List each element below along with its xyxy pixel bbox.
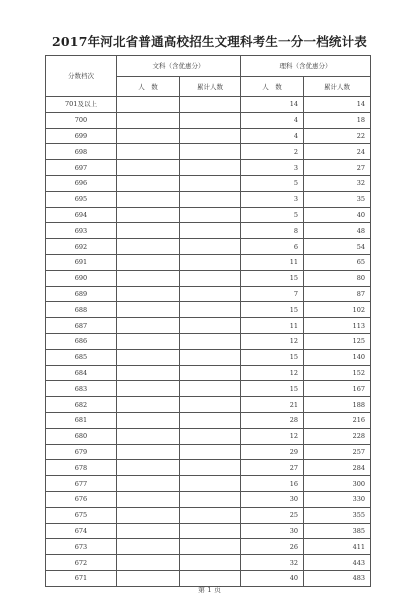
- liberal-count-cell: [117, 507, 180, 523]
- science-cumulative-cell: 140: [304, 349, 371, 365]
- liberal-count-cell: [117, 397, 180, 413]
- header-score: 分数档次: [46, 56, 117, 97]
- science-cumulative-cell: 216: [304, 412, 371, 428]
- liberal-cumulative-cell: [180, 412, 241, 428]
- table-row: [46, 444, 371, 460]
- liberal-count-cell: [117, 223, 180, 239]
- science-cumulative-cell: 385: [304, 523, 371, 539]
- liberal-cumulative-cell: [180, 175, 241, 191]
- science-count-cell: 7: [241, 286, 304, 302]
- page-footer: 第 1 页: [198, 586, 221, 594]
- header-science-cumulative: 累计人数: [304, 77, 371, 97]
- score-cell: 681: [46, 412, 117, 428]
- science-count-cell: 15: [241, 349, 304, 365]
- science-cumulative-cell: 355: [304, 507, 371, 523]
- score-cell: 694: [46, 207, 117, 223]
- liberal-count-cell: [117, 555, 180, 571]
- liberal-cumulative-cell: [180, 476, 241, 492]
- liberal-count-cell: [117, 444, 180, 460]
- science-cumulative-cell: 48: [304, 223, 371, 239]
- liberal-cumulative-cell: [180, 555, 241, 571]
- liberal-count-cell: [117, 239, 180, 255]
- science-count-cell: 21: [241, 397, 304, 413]
- liberal-count-cell: [117, 207, 180, 223]
- liberal-count-cell: [117, 175, 180, 191]
- table-row: [46, 476, 371, 492]
- table-row: [46, 302, 371, 318]
- liberal-cumulative-cell: [180, 349, 241, 365]
- liberal-count-cell: [117, 491, 180, 507]
- liberal-count-cell: [117, 365, 180, 381]
- science-count-cell: 5: [241, 175, 304, 191]
- liberal-count-cell: [117, 523, 180, 539]
- score-cell: 674: [46, 523, 117, 539]
- science-cumulative-cell: 27: [304, 160, 371, 176]
- science-count-cell: 30: [241, 491, 304, 507]
- table-row: [46, 286, 371, 302]
- science-count-cell: 3: [241, 191, 304, 207]
- liberal-count-cell: [117, 97, 180, 113]
- score-cell: 676: [46, 491, 117, 507]
- liberal-count-cell: [117, 318, 180, 334]
- liberal-cumulative-cell: [180, 254, 241, 270]
- score-cell: 687: [46, 318, 117, 334]
- liberal-count-cell: [117, 270, 180, 286]
- table-row: [46, 175, 371, 191]
- liberal-cumulative-cell: [180, 381, 241, 397]
- table-row: [46, 160, 371, 176]
- liberal-cumulative-cell: [180, 286, 241, 302]
- score-cell: 693: [46, 223, 117, 239]
- science-count-cell: 32: [241, 555, 304, 571]
- liberal-cumulative-cell: [180, 318, 241, 334]
- table-row: [46, 270, 371, 286]
- header-liberal-count: 人 数: [117, 77, 180, 97]
- science-count-cell: 5: [241, 207, 304, 223]
- score-cell: 678: [46, 460, 117, 476]
- science-count-cell: 8: [241, 223, 304, 239]
- liberal-cumulative-cell: [180, 191, 241, 207]
- science-count-cell: 28: [241, 412, 304, 428]
- score-cell: 680: [46, 428, 117, 444]
- table-row: [46, 460, 371, 476]
- table-row: [46, 491, 371, 507]
- science-count-cell: 12: [241, 428, 304, 444]
- science-cumulative-cell: 284: [304, 460, 371, 476]
- science-cumulative-cell: 65: [304, 254, 371, 270]
- score-cell: 700: [46, 112, 117, 128]
- liberal-cumulative-cell: [180, 365, 241, 381]
- liberal-count-cell: [117, 381, 180, 397]
- science-count-cell: 25: [241, 507, 304, 523]
- score-cell: 671: [46, 570, 117, 586]
- table-row: [46, 412, 371, 428]
- liberal-cumulative-cell: [180, 523, 241, 539]
- liberal-count-cell: [117, 254, 180, 270]
- science-count-cell: 4: [241, 112, 304, 128]
- science-cumulative-cell: 330: [304, 491, 371, 507]
- score-cell: 688: [46, 302, 117, 318]
- table-row: [46, 333, 371, 349]
- liberal-count-cell: [117, 144, 180, 160]
- science-cumulative-cell: 483: [304, 570, 371, 586]
- liberal-count-cell: [117, 428, 180, 444]
- liberal-count-cell: [117, 333, 180, 349]
- table-row: [46, 112, 371, 128]
- science-cumulative-cell: 54: [304, 239, 371, 255]
- table-row: [46, 254, 371, 270]
- score-cell: 690: [46, 270, 117, 286]
- liberal-cumulative-cell: [180, 333, 241, 349]
- table-row: [46, 570, 371, 586]
- table-row: [46, 428, 371, 444]
- liberal-cumulative-cell: [180, 428, 241, 444]
- liberal-count-cell: [117, 412, 180, 428]
- science-cumulative-cell: 125: [304, 333, 371, 349]
- liberal-count-cell: [117, 112, 180, 128]
- score-cell: 672: [46, 555, 117, 571]
- liberal-cumulative-cell: [180, 444, 241, 460]
- score-cell: 696: [46, 175, 117, 191]
- liberal-cumulative-cell: [180, 570, 241, 586]
- science-cumulative-cell: 443: [304, 555, 371, 571]
- science-cumulative-cell: 228: [304, 428, 371, 444]
- science-count-cell: 40: [241, 570, 304, 586]
- table-body: [46, 56, 371, 587]
- science-cumulative-cell: 113: [304, 318, 371, 334]
- science-cumulative-cell: 152: [304, 365, 371, 381]
- science-count-cell: 15: [241, 381, 304, 397]
- liberal-cumulative-cell: [180, 97, 241, 113]
- table-row: [46, 223, 371, 239]
- liberal-cumulative-cell: [180, 207, 241, 223]
- science-cumulative-cell: 22: [304, 128, 371, 144]
- science-count-cell: 27: [241, 460, 304, 476]
- liberal-count-cell: [117, 191, 180, 207]
- score-cell: 698: [46, 144, 117, 160]
- score-cell: 673: [46, 539, 117, 555]
- table-row: [46, 191, 371, 207]
- score-cell: 677: [46, 476, 117, 492]
- score-cell: 679: [46, 444, 117, 460]
- header-liberal-arts: 文科（含优惠分）: [117, 56, 241, 77]
- score-cell: 685: [46, 349, 117, 365]
- score-cell: 692: [46, 239, 117, 255]
- liberal-cumulative-cell: [180, 539, 241, 555]
- liberal-cumulative-cell: [180, 507, 241, 523]
- liberal-count-cell: [117, 539, 180, 555]
- science-count-cell: 4: [241, 128, 304, 144]
- science-cumulative-cell: 35: [304, 191, 371, 207]
- liberal-cumulative-cell: [180, 239, 241, 255]
- table-row: [46, 539, 371, 555]
- header-liberal-cumulative: 累计人数: [180, 77, 241, 97]
- score-cell: 684: [46, 365, 117, 381]
- science-cumulative-cell: 257: [304, 444, 371, 460]
- score-cell: 699: [46, 128, 117, 144]
- science-cumulative-cell: 87: [304, 286, 371, 302]
- science-count-cell: 30: [241, 523, 304, 539]
- liberal-count-cell: [117, 160, 180, 176]
- liberal-count-cell: [117, 460, 180, 476]
- table-row: [46, 207, 371, 223]
- liberal-cumulative-cell: [180, 160, 241, 176]
- score-cell: 695: [46, 191, 117, 207]
- liberal-cumulative-cell: [180, 128, 241, 144]
- liberal-cumulative-cell: [180, 144, 241, 160]
- science-count-cell: 15: [241, 270, 304, 286]
- science-cumulative-cell: 18: [304, 112, 371, 128]
- header-row-1: [46, 56, 371, 77]
- table-row: [46, 397, 371, 413]
- science-cumulative-cell: 14: [304, 97, 371, 113]
- science-count-cell: 15: [241, 302, 304, 318]
- liberal-count-cell: [117, 286, 180, 302]
- page-title: 2017年河北省普通高校招生文理科考生一分一档统计表: [52, 34, 367, 49]
- score-cell: 686: [46, 333, 117, 349]
- score-cell: 697: [46, 160, 117, 176]
- score-cell: 691: [46, 254, 117, 270]
- table-row: [46, 239, 371, 255]
- liberal-cumulative-cell: [180, 302, 241, 318]
- science-cumulative-cell: 300: [304, 476, 371, 492]
- liberal-count-cell: [117, 128, 180, 144]
- science-count-cell: 6: [241, 239, 304, 255]
- table-row: [46, 144, 371, 160]
- science-cumulative-cell: 188: [304, 397, 371, 413]
- score-distribution-table: [45, 55, 371, 587]
- liberal-cumulative-cell: [180, 112, 241, 128]
- liberal-cumulative-cell: [180, 223, 241, 239]
- science-cumulative-cell: 411: [304, 539, 371, 555]
- header-science-count: 人 数: [241, 77, 304, 97]
- table-row: [46, 523, 371, 539]
- science-count-cell: 14: [241, 97, 304, 113]
- science-count-cell: 26: [241, 539, 304, 555]
- science-cumulative-cell: 40: [304, 207, 371, 223]
- science-cumulative-cell: 167: [304, 381, 371, 397]
- score-cell: 675: [46, 507, 117, 523]
- table-row: [46, 128, 371, 144]
- liberal-cumulative-cell: [180, 491, 241, 507]
- science-count-cell: 29: [241, 444, 304, 460]
- science-count-cell: 11: [241, 318, 304, 334]
- table-row: [46, 97, 371, 113]
- liberal-count-cell: [117, 302, 180, 318]
- science-count-cell: 3: [241, 160, 304, 176]
- science-count-cell: 11: [241, 254, 304, 270]
- table-row: [46, 365, 371, 381]
- science-count-cell: 16: [241, 476, 304, 492]
- liberal-count-cell: [117, 349, 180, 365]
- table-row: [46, 318, 371, 334]
- score-cell: 689: [46, 286, 117, 302]
- science-count-cell: 2: [241, 144, 304, 160]
- liberal-cumulative-cell: [180, 460, 241, 476]
- table-row: [46, 349, 371, 365]
- liberal-cumulative-cell: [180, 270, 241, 286]
- science-cumulative-cell: 80: [304, 270, 371, 286]
- header-science: 理科（含优惠分）: [241, 56, 371, 77]
- table-row: [46, 555, 371, 571]
- science-cumulative-cell: 24: [304, 144, 371, 160]
- table-row: [46, 381, 371, 397]
- science-cumulative-cell: 102: [304, 302, 371, 318]
- liberal-cumulative-cell: [180, 397, 241, 413]
- score-cell: 682: [46, 397, 117, 413]
- science-count-cell: 12: [241, 333, 304, 349]
- science-cumulative-cell: 32: [304, 175, 371, 191]
- table-row: [46, 507, 371, 523]
- liberal-count-cell: [117, 570, 180, 586]
- score-cell: 683: [46, 381, 117, 397]
- score-cell: 701及以上: [46, 97, 117, 113]
- liberal-count-cell: [117, 476, 180, 492]
- science-count-cell: 12: [241, 365, 304, 381]
